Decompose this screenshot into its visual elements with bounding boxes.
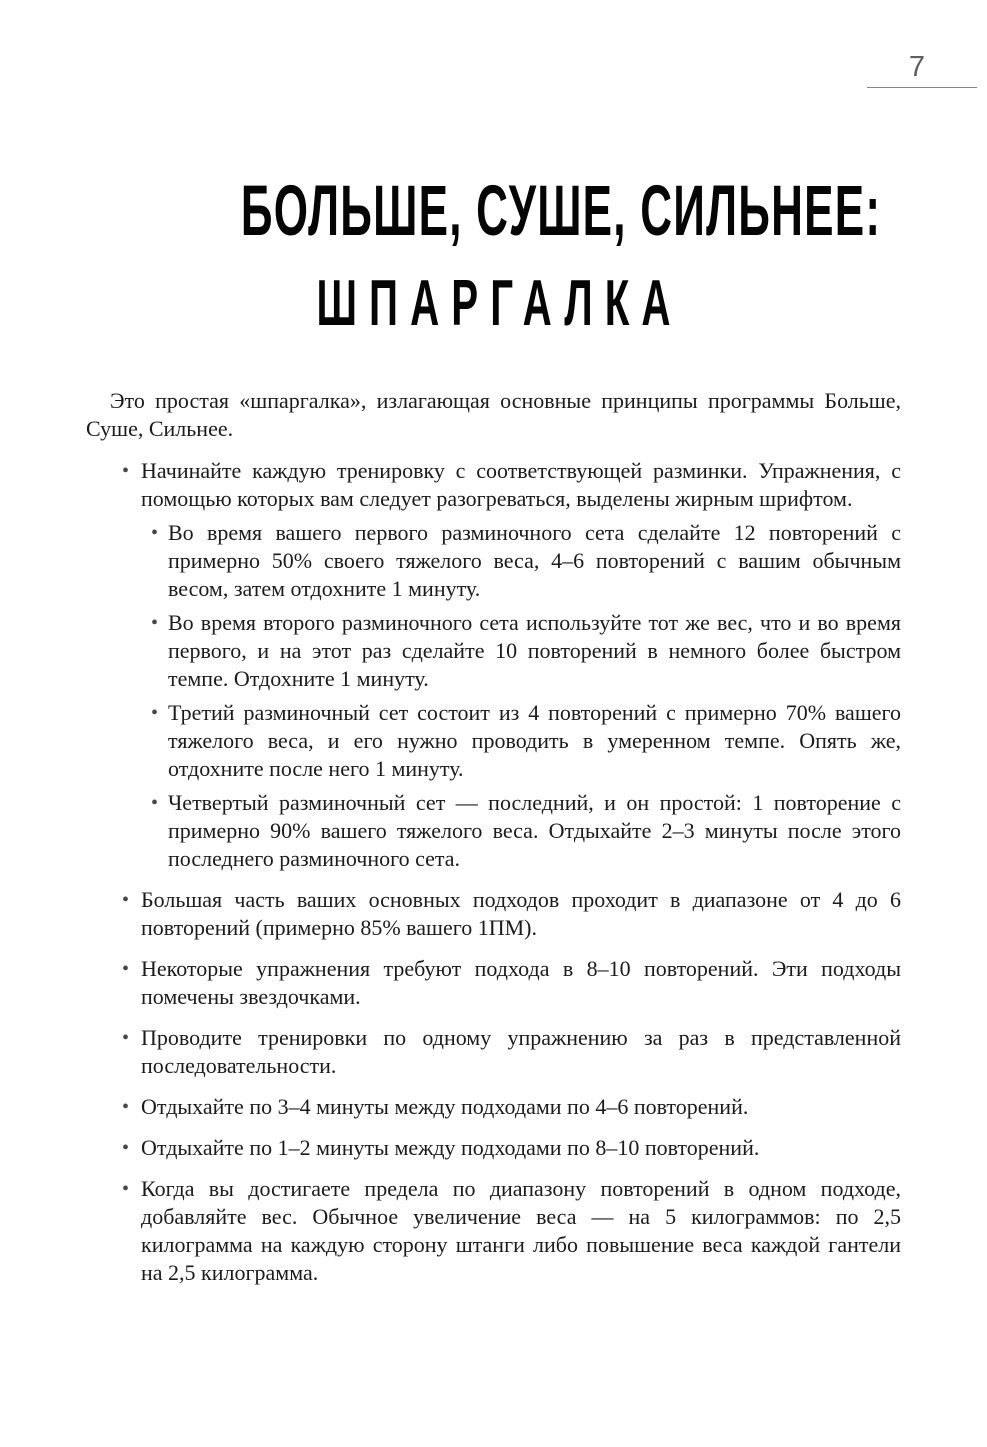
sub-list-item-text: Четвертый разминочный сет — последний, и он простой: 1 повторение с примерно 90% вашего тяжелого веса. Отдыхайте 2–3 минуты после этого последнего разминочного сета. <box>168 790 901 871</box>
list-item <box>86 1134 901 1162</box>
bullet-icon: • <box>122 1027 130 1049</box>
sub-list-item <box>141 519 901 603</box>
page-content <box>86 0 901 1287</box>
list-item-text: Проводите тренировки по одному упражнению за раз в представленной последовательности. <box>141 1025 901 1078</box>
sub-list-item-text: Во время вашего первого разминочного сета сделайте 12 повторений с примерно 50% своего тяжелого веса, 4–6 повторений с вашим обычным весом, затем отдохните 1 минуту. <box>168 520 901 601</box>
page-title-line1: БОЛЬШЕ, СУШЕ, СИЛЬНЕЕ: <box>240 172 882 251</box>
bullet-icon: • <box>151 792 159 814</box>
page-title <box>86 172 901 339</box>
sub-list-item <box>141 699 901 783</box>
list-item-text: Начинайте каждую тренировку с соответствующей разминки. Упражнения, с помощью которых вам следует разогреваться, выделены жирным шрифтом. <box>141 458 901 511</box>
sub-list-item-text: Третий разминочный сет состоит из 4 повторений с примерно 70% вашего тяжелого веса, и его нужно проводить в умеренном темпе. Опять же, отдохните после него 1 минуту. <box>168 700 901 781</box>
list-item <box>86 886 901 942</box>
list-item-text: Когда вы достигаете предела по диапазону повторений в одном подходе, добавляйте вес. Обычное увеличение веса — на 5 килограммов: по 2,5 килограмма на каждую сторону штанги либо повышение веса каждой гантели на 2,5 килограмма. <box>141 1176 901 1285</box>
list-item <box>86 1024 901 1080</box>
list-item <box>86 955 901 1011</box>
main-list <box>86 457 901 1287</box>
list-item-text: Некоторые упражнения требуют подхода в 8–10 повторений. Эти подходы помечены звездочками. <box>141 956 901 1009</box>
bullet-icon: • <box>151 702 159 724</box>
bullet-icon: • <box>122 1137 130 1159</box>
page-number: 7 <box>908 51 926 83</box>
bullet-icon: • <box>151 612 159 634</box>
list-item <box>86 457 901 873</box>
sub-list-item <box>141 789 901 873</box>
intro-paragraph: Это простая «шпаргалка», излагающая основные принципы программы Больше, Суше, Сильнее. <box>86 388 901 441</box>
sub-list-item-text: Во время второго разминочного сета используйте тот же вес, что и во время первого, и на этот раз сделайте 10 повторений в немного более быстром темпе. Отдохните 1 минуту. <box>168 610 901 691</box>
bullet-icon: • <box>151 522 159 544</box>
bullet-icon: • <box>122 958 130 980</box>
page-title-line2: ШПАРГАЛКА <box>316 266 683 339</box>
list-item <box>86 1093 901 1121</box>
bullet-icon: • <box>122 1096 130 1118</box>
list-item-text: Большая часть ваших основных подходов проходит в диапазоне от 4 до 6 повторений (примерно 85% вашего 1ПМ). <box>141 887 901 940</box>
sub-list <box>141 519 901 873</box>
bullet-icon: • <box>122 889 130 911</box>
list-item-text: Отдыхайте по 1–2 минуты между подходами по 8–10 повторений. <box>141 1135 760 1160</box>
bullet-icon: • <box>122 460 130 482</box>
bullet-icon: • <box>122 1178 130 1200</box>
list-item <box>86 1175 901 1287</box>
list-item-text: Отдыхайте по 3–4 минуты между подходами по 4–6 повторений. <box>141 1094 749 1119</box>
sub-list-item <box>141 609 901 693</box>
